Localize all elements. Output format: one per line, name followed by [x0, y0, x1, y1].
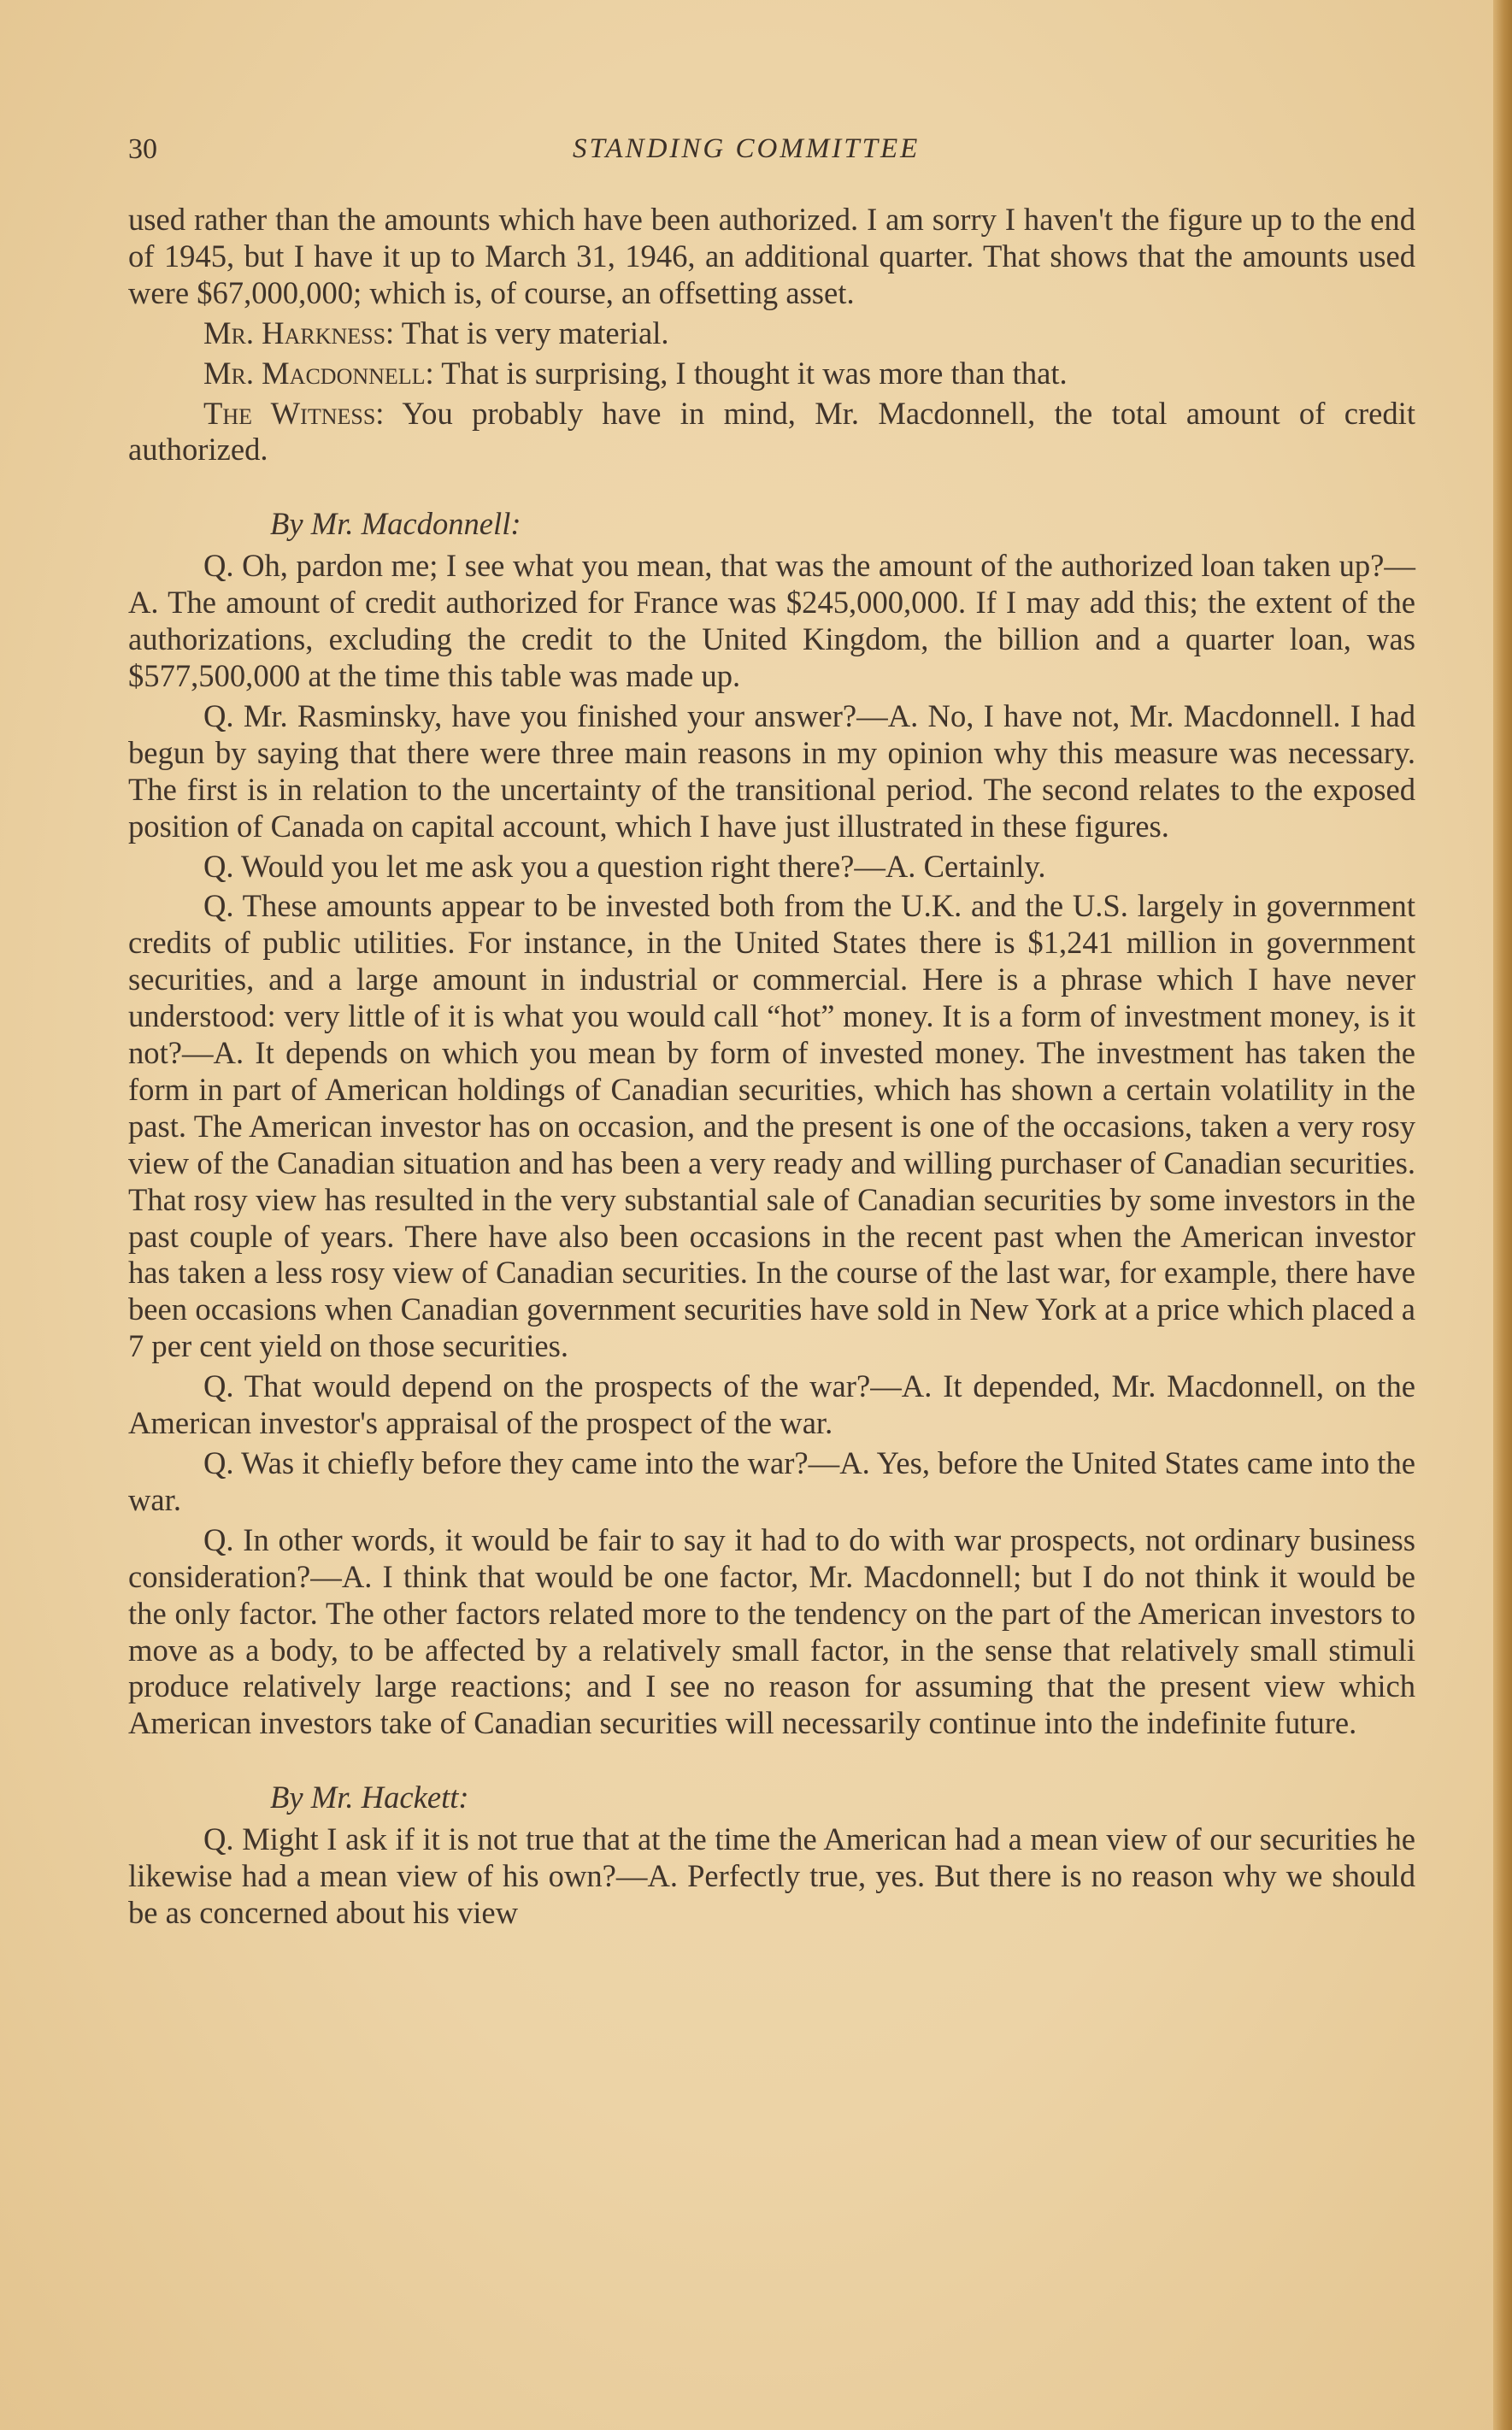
- paragraph-macdonnell: [128, 356, 1415, 392]
- paragraph-harkness: [128, 315, 1415, 352]
- section-subheading: By Mr. Hackett:: [270, 1780, 469, 1815]
- speech-text: You probably have in mind, Mr. Macdonnell, the total amount of credit authorized.: [128, 395, 1415, 468]
- question-answer: Q. Might I ask if it is not true that at the time the American had a mean view of our securities he likewise had a mean view of his own?—A. Perfectly true, yes. But there is no reason why we should be as concerned about his view: [128, 1821, 1415, 1930]
- running-title: STANDING COMMITTEE: [573, 133, 921, 164]
- question-answer: Q. Oh, pardon me; I see what you mean, that was the amount of the authorized loan taken up?—A. The amount of credit authorized for France was $245,000,000. If I may add this; the extent of the authorizations, excluding the credit to the United Kingdom, the billion and a quarter loan, was $577,500,000 at the time this table was made up.: [128, 548, 1415, 693]
- page-edge: [1493, 0, 1512, 2430]
- question-answer: Q. In other words, it would be fair to say it had to do with war prospects, not ordinary business consideration?—A. I think that would be one factor, Mr. Macdonnell; but I do not think it would be the only factor. The other factors related more to the tendency on the part of the American investors to move as a body, to be affected by a relatively small factor, in the sense that relatively small stimuli produce relatively large reactions; and I see no reason for assuming that the present view which American investors take of Canadian securities will necessarily continue into the indefinite future.: [128, 1521, 1415, 1741]
- question-answer: Q. That would depend on the prospects of the war?—A. It depended, Mr. Macdonnell, on the American investor's appraisal of the prospect of the war.: [128, 1368, 1415, 1441]
- question-answer: Q. Was it chiefly before they came into the war?—A. Yes, before the United States came into the war.: [128, 1445, 1415, 1517]
- page-number: 30: [128, 133, 157, 165]
- speaker-label: Mr. Macdonnell:: [203, 355, 434, 391]
- paragraph-continuation: used rather than the amounts which have been authorized. I am sorry I haven't the figure up to the end of 1945, but I have it up to March 31, 1946, an additional quarter. That shows that the amounts used were $67,000,000; which is, of course, an offsetting asset.: [128, 202, 1415, 310]
- section-subheading: By Mr. Macdonnell:: [270, 506, 521, 542]
- speech-text: That is surprising, I thought it was more than that.: [433, 355, 1068, 391]
- question-answer: Q. Would you let me ask you a question right there?—A. Certainly.: [203, 848, 1046, 884]
- speech-text: That is very material.: [394, 315, 669, 350]
- speaker-label: The Witness:: [203, 395, 385, 431]
- paragraph-witness: [128, 396, 1415, 469]
- question-answer: Q. These amounts appear to be invested both from the U.K. and the U.S. largely in government credits of public utilities. For instance, in the United States there is $1,241 million in government securities, and a large amount in industrial or commercial. Here is a phrase which I have never understood: very little of it is what you would call “hot” money. It is a form of investment money, is it not?—A. It depends on which you mean by form of invested money. The investment has taken the form in part of American holdings of Canadian securities, which has shown a certain volatility in the past. The American investor has on occasion, and the present is one of the occasions, taken a very rosy view of the Canadian situation and has been a very ready and willing purchaser of Canadian securities. That rosy view has resulted in the very substantial sale of Canadian securities by some investors in the past couple of years. There have also been occasions in the recent past when the American investor has taken a less rosy view of Canadian securities. In the course of the last war, for example, there have been occasions when Canadian government securities have sold in New York at a price which placed a 7 per cent yield on those securities.: [128, 888, 1415, 1364]
- body-text: [128, 202, 1415, 1935]
- page-header: [128, 130, 1410, 181]
- speaker-label: Mr. Harkness:: [203, 315, 395, 350]
- question-answer: Q. Mr. Rasminsky, have you finished your answer?—A. No, I have not, Mr. Macdonnell. I had begun by saying that there were three main reasons in my opinion why this measure was necessary. The first is in relation to the uncertainty of the transitional period. The second relates to the exposed position of Canada on capital account, which I have just illustrated in these figures.: [128, 697, 1415, 844]
